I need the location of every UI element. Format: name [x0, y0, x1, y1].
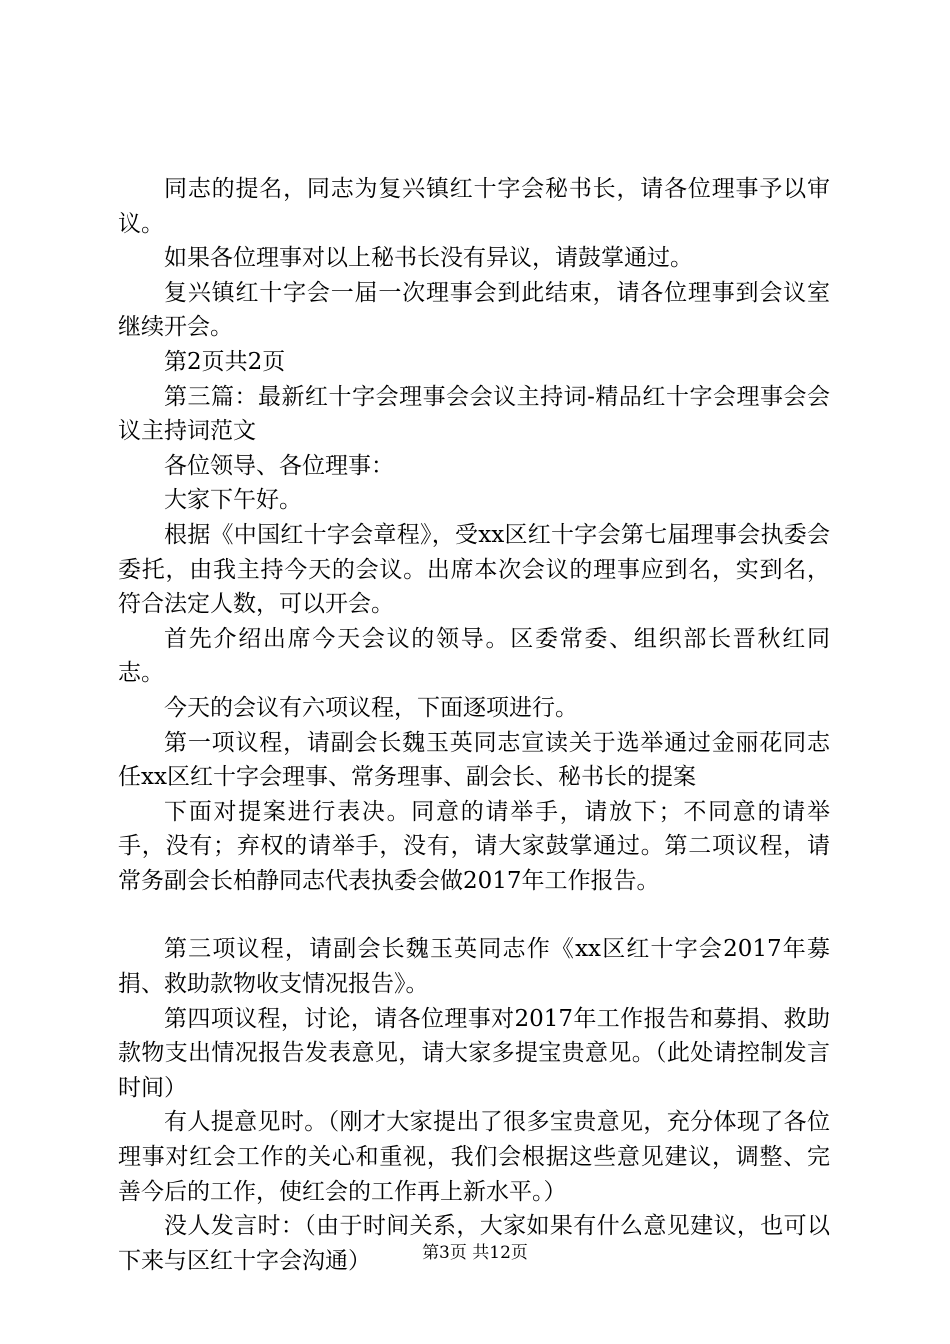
paragraph-authority: 根据《中国红十字会章程》，受xx区红十字会第七届理事会执委会委托，由我主持今天的会议。出席本次会议的理事应到名，实到名，符合法定人数，可以开会。	[118, 521, 830, 618]
paragraph-meeting-end: 复兴镇红十字会一届一次理事会到此结束，请各位理事到会议室继续开会。	[118, 279, 830, 341]
paragraph-page-marker: 第2页共2页	[164, 348, 286, 375]
paragraph-agenda-item-1: 第一项议程，请副会长魏玉英同志宣读关于选举通过金丽花同志任xx区红十字会理事、常务理事、副会长、秘书长的提案	[118, 729, 830, 791]
paragraph-when-opinions: 有人提意见时。（刚才大家提出了很多宝贵意见，充分体现了各位理事对红会工作的关心和重视，我们会根据这些意见建议，调整、完善今后的工作，使红会的工作再上新水平。）	[118, 1109, 830, 1205]
paragraph-nomination: 同志的提名，同志为复兴镇红十字会秘书长，请各位理事予以审议。	[118, 176, 830, 237]
document-body	[118, 172, 830, 1278]
paragraph-agenda-item-3: 第三项议程，请副会长魏玉英同志作《xx区红十字会2017年募捐、救助款物收支情况报告》。	[118, 936, 830, 998]
paragraph-salutation: 各位领导、各位理事：	[164, 452, 394, 479]
page-footer: 第3页 共12页	[422, 1243, 528, 1263]
paragraph-agenda-overview: 今天的会议有六项议程，下面逐项进行。	[164, 694, 578, 721]
paragraph-agenda-item-4: 第四项议程，讨论，请各位理事对2017年工作报告和募捐、救助款物支出情况报告发表意见，请大家多提宝贵意见。（此处请控制发言时间）	[118, 1005, 830, 1101]
paragraph-applause-approval: 如果各位理事对以上秘书长没有异议，请鼓掌通过。	[164, 245, 693, 272]
paragraph-vote-and-item-2: 下面对提案进行表决。同意的请举手，请放下；不同意的请举手，没有；弃权的请举手，没有，请大家鼓掌通过。第二项议程，请常务副会长柏静同志代表执委会做2017年工作报告。	[118, 798, 830, 894]
paragraph-introduce-leaders: 首先介绍出席今天会议的领导。区委常委、组织部长晋秋红同志。	[118, 625, 830, 687]
paragraph-greeting: 大家下午好。	[164, 487, 302, 514]
paragraph-when-no-speakers: 没人发言时：（由于时间关系，大家如果有什么意见建议，也可以下来与区红十字会沟通）	[118, 1213, 830, 1274]
section-heading: 第三篇：最新红十字会理事会会议主持词-精品红十字会理事会会议主持词范文	[118, 383, 830, 445]
